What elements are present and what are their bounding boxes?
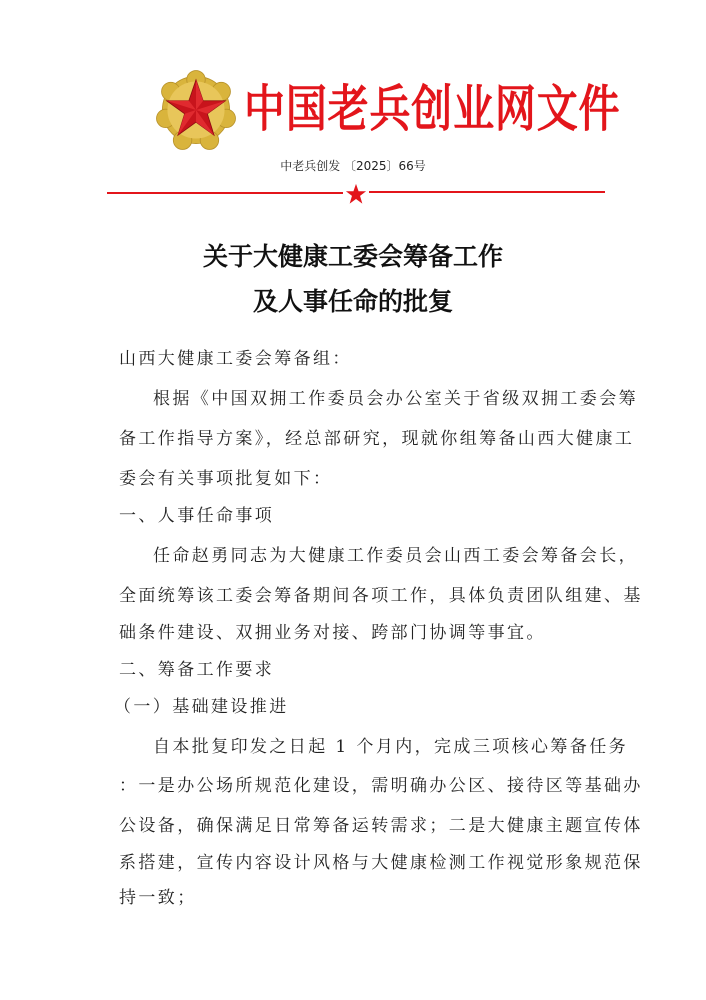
- body-line: ：一是办公场所规范化建设，需明确办公区、接待区等基础办: [119, 776, 643, 796]
- body-line: 持一致；: [119, 888, 197, 908]
- subsection-heading-1: （一）基础建设推进: [114, 697, 289, 717]
- document-title-line-1: 关于大健康工委会筹备工作: [202, 242, 503, 271]
- red-star-icon: [345, 183, 367, 205]
- bayi-star-emblem-icon: [154, 68, 238, 152]
- body-line: 公设备，确保满足日常筹备运转需求；二是大健康主题宣传体: [119, 816, 643, 836]
- masthead: [150, 66, 621, 156]
- divider-line-right: [369, 191, 605, 193]
- divider-line-left: [107, 192, 343, 194]
- document-title-line-2: 及人事任命的批复: [252, 287, 453, 316]
- addressee: 山西大健康工委会筹备组：: [119, 349, 352, 369]
- body-line: 备工作指导方案》，经总部研究，现就你组筹备山西大健康工: [119, 429, 635, 449]
- body-line: 自本批复印发之日起 1 个月内，完成三项核心筹备任务: [153, 737, 629, 757]
- body-line: 根据《中国双拥工作委员会办公室关于省级双拥工委会筹: [153, 389, 638, 409]
- section-heading-1: 一、人事任命事项: [119, 506, 275, 526]
- document-number: 中老兵创发 〔2025〕66号: [280, 159, 426, 173]
- body-line: 全面统筹该工委会筹备期间各项工作，具体负责团队组建、基: [119, 586, 643, 606]
- red-divider: [107, 183, 605, 203]
- body-line: 系搭建，宣传内容设计风格与大健康检测工作视觉形象规范保: [119, 853, 643, 873]
- body-line: 委会有关事项批复如下：: [119, 469, 333, 489]
- body-line: 任命赵勇同志为大健康工作委员会山西工委会筹备会长，: [153, 546, 638, 566]
- masthead-title: 中国老兵创业网文件: [244, 79, 621, 138]
- body-line: 础条件建设、双拥业务对接、跨部门协调等事宜。: [119, 623, 546, 643]
- section-heading-2: 二、筹备工作要求: [119, 660, 275, 680]
